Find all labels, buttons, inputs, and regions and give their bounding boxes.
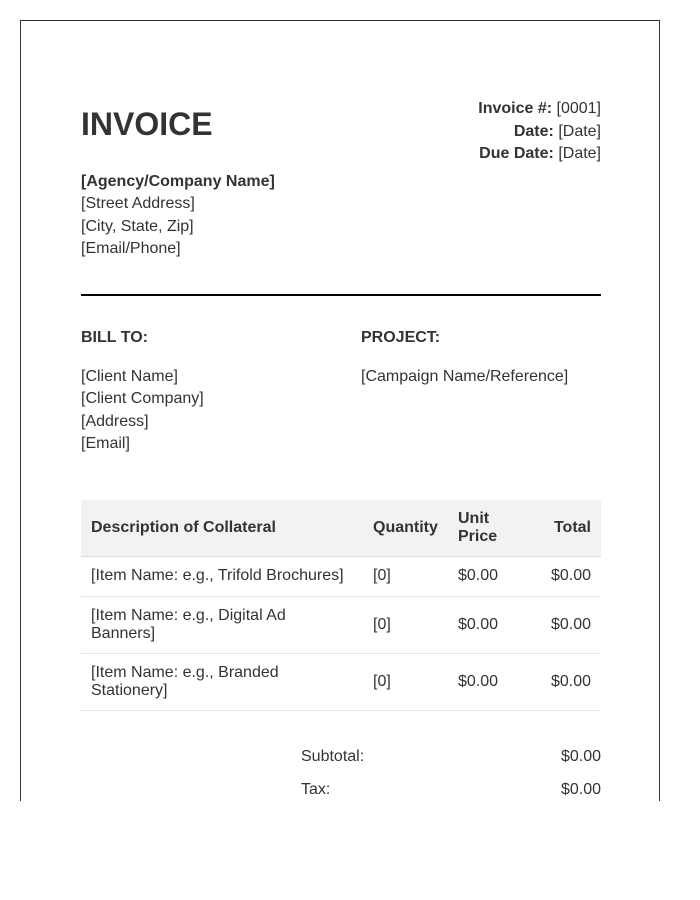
company-street: [Street Address] — [81, 195, 195, 213]
project-reference: [Campaign Name/Reference] — [361, 368, 569, 385]
column-header-total: Total — [528, 500, 601, 556]
invoice-meta — [478, 98, 601, 166]
item-quantity: [0] — [363, 556, 448, 596]
client-address: [Address] — [81, 412, 149, 430]
subtotal-label: Subtotal: — [301, 748, 365, 765]
bill-to-block — [81, 366, 204, 455]
invoice-title: INVOICE — [81, 106, 213, 142]
table-row — [81, 596, 601, 653]
project-block — [361, 366, 568, 388]
column-header-quantity: Quantity — [363, 500, 448, 556]
column-header-unit-price: Unit Price — [448, 500, 528, 556]
invoice-number-line — [478, 98, 601, 121]
invoice-number-value: [0001] — [556, 100, 601, 117]
bill-to-heading: BILL TO: — [81, 329, 148, 346]
subtotal-value: $0.00 — [560, 748, 601, 765]
items-table — [81, 500, 601, 711]
client-name: [Client Name] — [81, 368, 178, 385]
item-quantity: [0] — [363, 653, 448, 710]
item-description: [Item Name: e.g., Digital Ad Banners] — [81, 596, 363, 653]
item-total: $0.00 — [528, 653, 601, 710]
client-email: [Email] — [81, 434, 130, 452]
item-unit-price: $0.00 — [448, 556, 528, 596]
table-row — [81, 556, 601, 596]
invoice-due-date-value: [Date] — [558, 145, 601, 162]
company-block — [81, 171, 275, 260]
company-contact: [Email/Phone] — [81, 239, 181, 257]
invoice-page — [20, 20, 660, 801]
item-description: [Item Name: e.g., Branded Stationery] — [81, 653, 363, 710]
item-quantity: [0] — [363, 596, 448, 653]
tax-label: Tax: — [301, 781, 331, 798]
item-total: $0.00 — [528, 596, 601, 653]
invoice-number-label: Invoice #: — [478, 100, 553, 117]
item-total: $0.00 — [528, 556, 601, 596]
item-description: [Item Name: e.g., Trifold Brochures] — [81, 556, 363, 596]
invoice-date-value: [Date] — [558, 122, 601, 140]
company-city: [City, State, Zip] — [81, 217, 194, 235]
item-unit-price: $0.00 — [448, 653, 528, 710]
invoice-date-line — [478, 121, 601, 144]
column-header-description: Description of Collateral — [81, 500, 363, 556]
table-row — [81, 653, 601, 710]
project-heading: PROJECT: — [361, 329, 441, 346]
invoice-date-label: Date: — [513, 122, 554, 140]
table-header-row — [81, 500, 601, 556]
tax-value: $0.00 — [560, 781, 601, 798]
item-unit-price: $0.00 — [448, 596, 528, 653]
client-company: [Client Company] — [81, 390, 204, 408]
company-name: [Agency/Company Name] — [81, 173, 275, 190]
invoice-due-date-line — [478, 143, 601, 166]
header-divider — [81, 294, 601, 296]
invoice-due-date-label: Due Date: — [479, 145, 554, 162]
